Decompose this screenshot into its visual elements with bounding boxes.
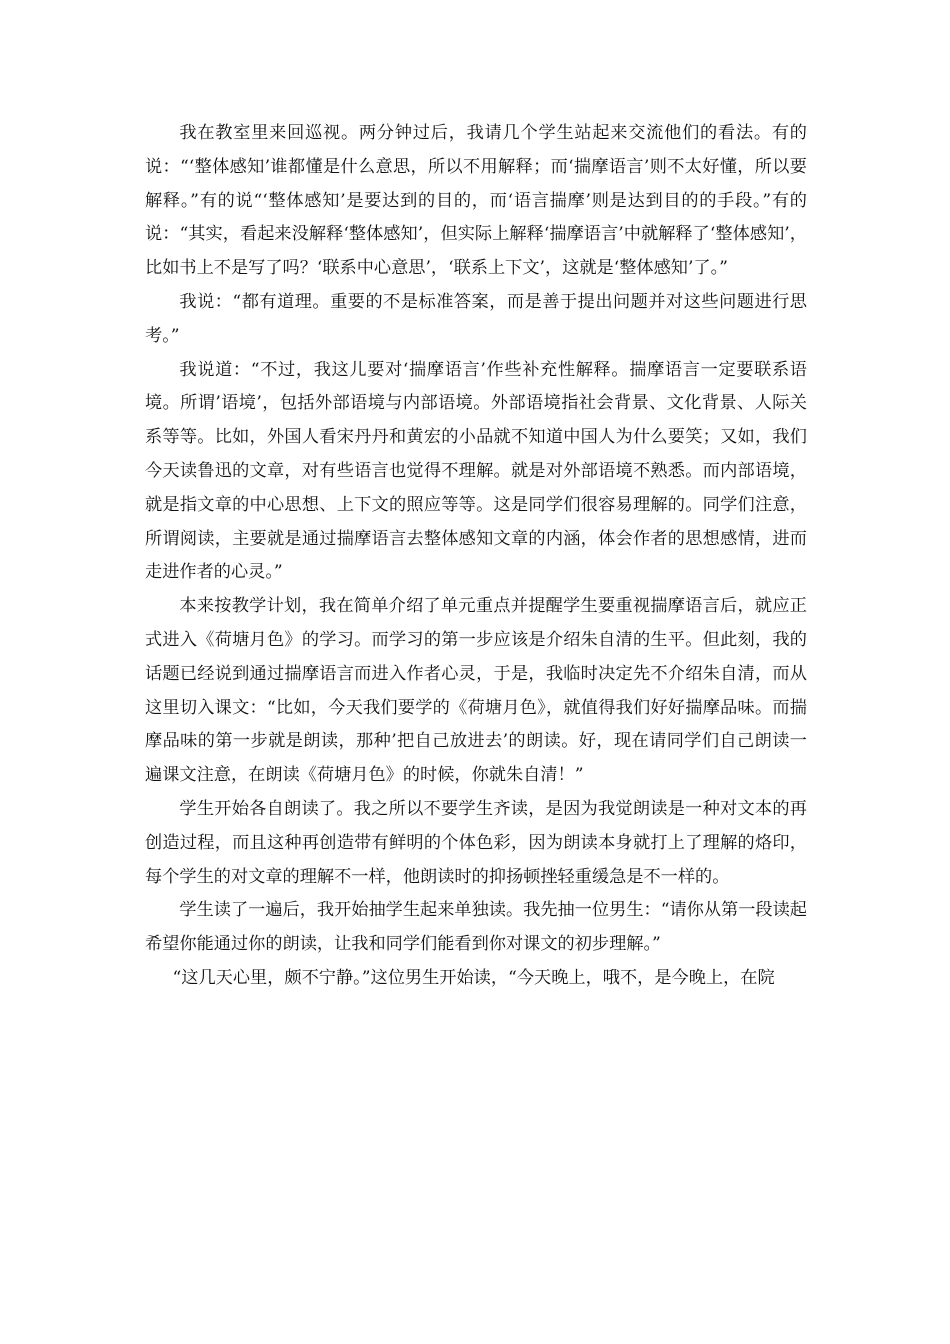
paragraph-lesson-plan: 本来按教学计划，我在简单介绍了单元重点并提醒学生要重视揣摩语言后，就应正式进入《荷塘月色》的学习。而学习的第一步应该是介绍朱自清的生平。但此刻，我的话题已经说到通过揣摩语言而进入作者心灵，于是，我临时决定先不介绍朱自清，而从这里切入课文：“比如，今天我们要学的《荷塘月色》，就值得我们好好揣摩品味。而揣摩品味的第一步就是朗读，那种’把自己放进去’的朗读。好，现在请同学们自己朗读一遍课文注意，在朗读《荷塘月色》的时候，你就朱自清！” <box>145 596 807 786</box>
document-page <box>145 117 807 996</box>
paragraph-student-reading: “这几天心里，颇不宁静。”这位男生开始读，“今天晚上，哦不，是今晚上，在院 <box>172 967 775 988</box>
paragraph-classroom-discussion: 我在教室里来回巡视。两分钟过后，我请几个学生站起来交流他们的看法。有的说：“‘整体感知’谁都懂是什么意思，所以不用解释；而‘揣摩语言’则不太好懂，所以要解释。”有的说“‘整体感知’是要达到的目的，而‘语言揣摩’则是达到目的的手段。”有的说：“其实，看起来没解释‘整体感知’，但实际上解释‘揣摩语言’中就解释了‘整体感知’，比如书上不是写了吗？‘联系中心意思’，‘联系上下文’，这就是‘整体感知’了。” <box>145 123 807 279</box>
paragraph-individual-reading: 学生读了一遍后，我开始抽学生起来单独读。我先抽一位男生：“请你从第一段读起希望你能通过你的朗读，让我和同学们能看到你对课文的初步理解。” <box>145 900 807 955</box>
paragraph-language-context: 我说道：“不过，我这儿要对‘揣摩语言’作些补充性解释。揣摩语言一定要联系语境。所谓’语境’，包括外部语境与内部语境。外部语境指社会背景、文化背景、人际关系等等。比如，外国人看宋丹丹和黄宏的小品就不知道中国人为什么要笑；又如，我们今天读鲁迅的文章，对有些语言也觉得不理解。就是对外部语境不熟悉。而内部语境，就是指文章的中心思想、上下文的照应等等。这是同学们很容易理解的。同学们注意，所谓阅读，主要就是通过揣摩语言去整体感知文章的内涵，体会作者的思想感情，进而走进作者的心灵。” <box>145 359 807 583</box>
paragraph-reading-aloud: 学生开始各自朗读了。我之所以不要学生齐读，是因为我觉朗读是一种对文本的再创造过程，而且这种再创造带有鲜明的个体色彩，因为朗读本身就打上了理解的烙印，每个学生的对文章的理解不一样，他朗读时的抑扬顿挫轻重缓急是不一样的。 <box>145 798 807 887</box>
paragraph-teacher-comment: 我说：“都有道理。重要的不是标准答案，而是善于提出问题并对这些问题进行思考。” <box>145 291 807 346</box>
